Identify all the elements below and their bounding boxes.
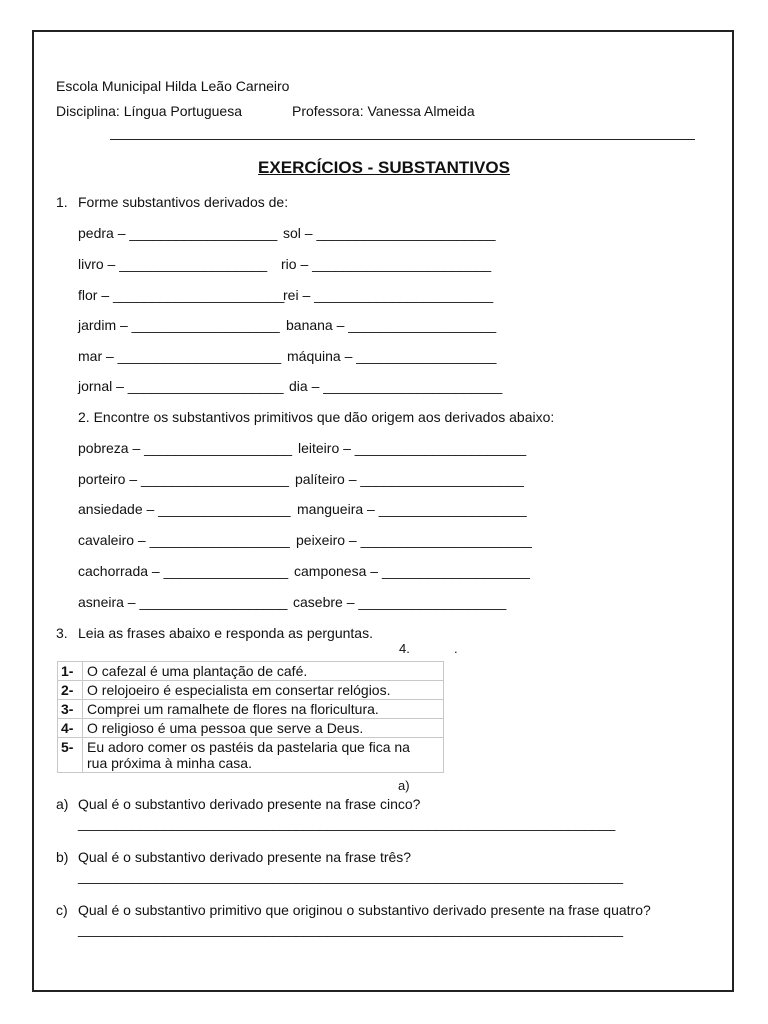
sentence-text: O religioso é uma pessoa que serve a Deus. [83, 719, 444, 738]
q2-item-left: porteiro – ___________________ [78, 471, 289, 487]
q2-prompt: 2. Encontre os substantivos primitivos que dão origem aos derivados abaixo: [78, 409, 555, 425]
sentence-number: 5- [58, 738, 83, 773]
page-title: EXERCÍCIOS - SUBSTANTIVOS [258, 158, 510, 177]
q2-item-right: camponesa – ___________________ [294, 563, 530, 579]
q2-item-left: ansiedade – _________________ [78, 501, 291, 517]
q2-item-left: asneira – ___________________ [78, 594, 288, 610]
question-label: c) [56, 902, 68, 918]
question-text: Qual é o substantivo derivado presente na frase três? [78, 849, 412, 865]
q2-item-left: cachorrada – ________________ [78, 563, 289, 579]
sentence-number: 1- [58, 662, 83, 681]
q2-item-right: casebre – ___________________ [293, 594, 507, 610]
q1-prompt: Forme substantivos derivados de: [78, 194, 289, 210]
header-divider [110, 139, 695, 140]
sentence-text: Comprei um ramalhete de flores na floricultura. [83, 700, 444, 719]
school-name: Escola Municipal Hilda Leão Carneiro [56, 78, 290, 94]
sentence-text: Eu adoro comer os pastéis da pastelaria que fica na rua próxima à minha casa. [83, 738, 444, 773]
q2-item-right: palíteiro – _____________________ [295, 471, 524, 487]
q1-item-right: sol – _______________________ [283, 225, 496, 241]
q3-prompt: Leia as frases abaixo e responda as perguntas. [78, 625, 373, 641]
table-row [58, 700, 444, 719]
q2-item-left: pobreza – ___________________ [78, 440, 293, 456]
table-row [58, 738, 444, 773]
q2-item-right: peixeiro – ______________________ [296, 532, 532, 548]
q1-item-right: rei – _______________________ [283, 287, 494, 303]
stray-number-four: 4. [399, 641, 410, 656]
q1-item-right: banana – ___________________ [286, 317, 497, 333]
q1-item-left: flor – ______________________ [78, 287, 285, 303]
q1-item-left: jardim – ___________________ [78, 317, 280, 333]
q1-item-right: rio – _______________________ [281, 256, 492, 272]
table-row [58, 719, 444, 738]
subject-label: Disciplina: Língua Portuguesa [56, 103, 243, 119]
sentence-number: 3- [58, 700, 83, 719]
stray-dot: . [454, 641, 458, 656]
q3-number: 3. [56, 625, 68, 641]
question-label: a) [56, 796, 69, 812]
sentence-number: 4- [58, 719, 83, 738]
answer-line: ______________________________________________________________________ [78, 921, 624, 937]
answer-line: _____________________________________________________________________ [78, 815, 616, 831]
q1-item-left: pedra – ___________________ [78, 225, 278, 241]
q1-item-right: máquina – __________________ [287, 348, 497, 364]
question-text: Qual é o substantivo primitivo que originou o substantivo derivado presente na frase quatro? [78, 902, 651, 918]
q1-number: 1. [56, 194, 68, 210]
sentences-table [57, 661, 444, 773]
sentence-number: 2- [58, 681, 83, 700]
question-label: b) [56, 849, 69, 865]
q2-item-right: leiteiro – ______________________ [298, 440, 527, 456]
table-row [58, 681, 444, 700]
question-text: Qual é o substantivo derivado presente na frase cinco? [78, 796, 421, 812]
table-row [58, 662, 444, 681]
q1-item-left: livro – ___________________ [78, 256, 268, 272]
q1-item-left: jornal – ____________________ [78, 378, 284, 394]
sentence-text: O relojoeiro é especialista em consertar relógios. [83, 681, 444, 700]
q2-item-right: mangueira – ___________________ [297, 501, 527, 517]
q1-item-left: mar – _____________________ [78, 348, 282, 364]
teacher-label: Professora: Vanessa Almeida [292, 103, 475, 119]
q2-item-left: cavaleiro – __________________ [78, 532, 290, 548]
q1-item-right: dia – _______________________ [289, 378, 503, 394]
answer-line: ______________________________________________________________________ [78, 868, 624, 884]
stray-a-label: a) [398, 778, 410, 793]
sentence-text: O cafezal é uma plantação de café. [83, 662, 444, 681]
